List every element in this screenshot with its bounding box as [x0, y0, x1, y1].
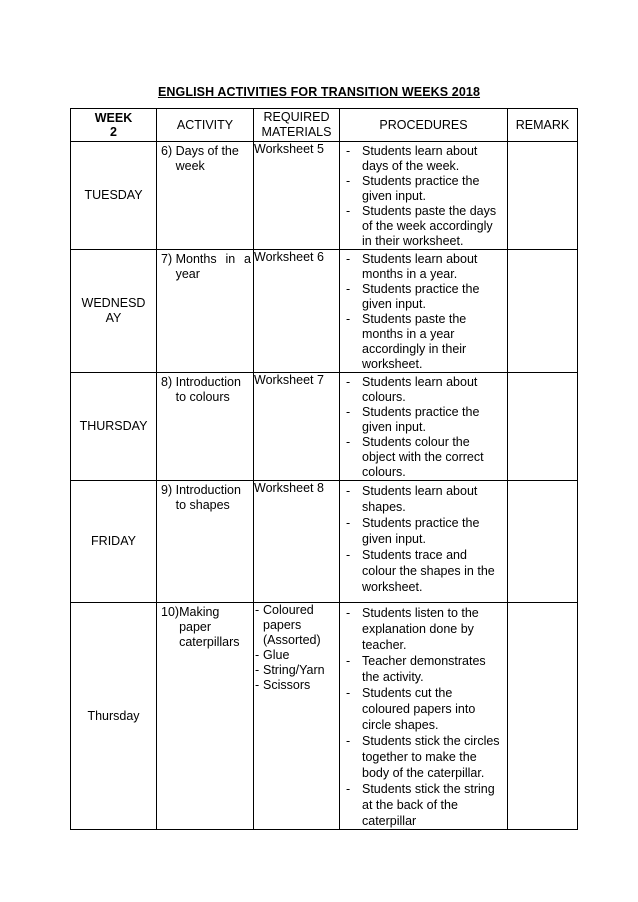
procedure-text: Students cut the coloured papers into circle shapes.	[362, 686, 476, 732]
procedure-item	[346, 733, 503, 781]
bullet-dash: -	[346, 516, 351, 530]
activity-cell	[157, 373, 254, 481]
procedures-cell	[340, 481, 508, 603]
bullet-dash: -	[346, 606, 351, 620]
remark-cell	[508, 142, 578, 250]
bullet-dash: -	[346, 734, 351, 748]
activity-number: 6)	[161, 144, 176, 158]
material-text: Glue	[263, 648, 290, 662]
activity-cell	[157, 481, 254, 603]
header-remark: REMARK	[508, 109, 578, 142]
activity-cell	[157, 250, 254, 373]
procedure-item	[346, 375, 503, 405]
activity-name: Making paper caterpillars	[179, 605, 240, 649]
bullet-dash: -	[346, 435, 351, 449]
procedure-text: Students listen to the explanation done by teacher.	[362, 606, 479, 652]
procedures-cell	[340, 373, 508, 481]
procedure-text: Students practice the given input.	[362, 282, 480, 311]
day-cell: Thursday	[71, 603, 157, 830]
procedure-item	[346, 547, 503, 595]
activity-number: 8)	[161, 375, 176, 389]
day-cell: FRIDAY	[71, 481, 157, 603]
bullet-dash: -	[346, 375, 351, 389]
activity-number: 7)	[161, 252, 176, 266]
procedure-text: Students paste the months in a year accordingly in their worksheet.	[362, 312, 467, 371]
materials-cell	[254, 603, 340, 830]
header-required-materials: REQUIRED MATERIALS	[254, 109, 340, 142]
table-row	[71, 481, 578, 603]
remark-cell	[508, 481, 578, 603]
bullet-dash: -	[346, 252, 351, 266]
procedure-item	[346, 483, 503, 515]
bullet-dash: -	[346, 144, 351, 158]
material-item	[255, 663, 339, 678]
procedure-item	[346, 515, 503, 547]
bullet-dash: -	[346, 654, 351, 668]
bullet-dash: -	[346, 312, 351, 326]
bullet-dash: -	[346, 548, 351, 562]
table-row	[71, 250, 578, 373]
procedure-item	[346, 282, 503, 312]
procedure-item	[346, 312, 503, 372]
procedure-text: Teacher demonstrates the activity.	[362, 654, 486, 684]
activities-table	[70, 108, 578, 830]
day-cell: THURSDAY	[71, 373, 157, 481]
material-text: Worksheet 5	[254, 142, 324, 156]
procedure-item	[346, 252, 503, 282]
bullet-dash: -	[346, 204, 351, 218]
bullet-dash: -	[346, 282, 351, 296]
day-cell: WEDNESD AY	[71, 250, 157, 373]
material-text: Worksheet 7	[254, 373, 324, 387]
procedure-text: Students learn about shapes.	[362, 484, 478, 514]
table-row	[71, 373, 578, 481]
bullet-dash: -	[255, 678, 260, 692]
material-item	[255, 603, 339, 648]
material-text: Worksheet 6	[254, 250, 324, 264]
procedure-text: Students stick the string at the back of the caterpillar	[362, 782, 495, 828]
table-row	[71, 142, 578, 250]
procedure-text: Students practice the given input.	[362, 174, 480, 203]
header-procedures: PROCEDURES	[340, 109, 508, 142]
procedure-text: Students practice the given input.	[362, 405, 480, 434]
bullet-dash: -	[255, 603, 260, 617]
procedure-text: Students trace and colour the shapes in the worksheet.	[362, 548, 495, 594]
procedure-item	[346, 653, 503, 685]
materials-cell	[254, 373, 340, 481]
material-text: Scissors	[263, 678, 311, 692]
procedure-item	[346, 204, 503, 249]
activity-cell	[157, 142, 254, 250]
table-header-row	[71, 109, 578, 142]
bullet-dash: -	[346, 686, 351, 700]
procedure-item	[346, 605, 503, 653]
procedure-text: Students colour the object with the correct colours.	[362, 435, 484, 479]
procedures-cell	[340, 142, 508, 250]
activity-number: 9)	[161, 483, 176, 497]
materials-cell	[254, 250, 340, 373]
activity-number: 10)	[161, 605, 180, 619]
procedures-cell	[340, 250, 508, 373]
procedures-cell	[340, 603, 508, 830]
day-cell: TUESDAY	[71, 142, 157, 250]
bullet-dash: -	[255, 663, 260, 677]
remark-cell	[508, 373, 578, 481]
bullet-dash: -	[346, 405, 351, 419]
document-title: ENGLISH ACTIVITIES FOR TRANSITION WEEKS 2018	[157, 85, 481, 99]
procedure-text: Students practice the given input.	[362, 516, 480, 546]
procedure-item	[346, 174, 503, 204]
table-row	[71, 603, 578, 830]
procedure-item	[346, 685, 503, 733]
remark-cell	[508, 250, 578, 373]
header-week: WEEK 2	[71, 109, 157, 142]
bullet-dash: -	[346, 782, 351, 796]
procedure-item	[346, 435, 503, 480]
procedure-text: Students stick the circles together to make the body of the caterpillar.	[362, 734, 500, 780]
remark-cell	[508, 603, 578, 830]
activity-name: Introduction to colours	[175, 375, 241, 404]
bullet-dash: -	[255, 648, 260, 662]
material-text: Worksheet 8	[254, 481, 324, 495]
material-text: Coloured papers (Assorted)	[263, 603, 321, 647]
procedure-text: Students learn about colours.	[362, 375, 478, 404]
activity-name: Days of the week	[175, 144, 239, 173]
activity-cell	[157, 603, 254, 830]
material-text: String/Yarn	[263, 663, 325, 677]
material-item	[255, 648, 339, 663]
activity-name: Introduction to shapes	[175, 483, 241, 512]
bullet-dash: -	[346, 484, 351, 498]
material-item	[255, 678, 339, 693]
procedure-item	[346, 405, 503, 435]
header-activity: ACTIVITY	[157, 109, 254, 142]
procedure-item	[346, 144, 503, 174]
materials-cell	[254, 481, 340, 603]
procedure-text: Students learn about months in a year.	[362, 252, 478, 281]
materials-cell	[254, 142, 340, 250]
activity-name: Months in a year	[175, 252, 251, 281]
procedure-text: Students paste the days of the week accordingly in their worksheet.	[362, 204, 497, 248]
procedure-item	[346, 781, 503, 829]
procedure-text: Students learn about days of the week.	[362, 144, 478, 173]
bullet-dash: -	[346, 174, 351, 188]
